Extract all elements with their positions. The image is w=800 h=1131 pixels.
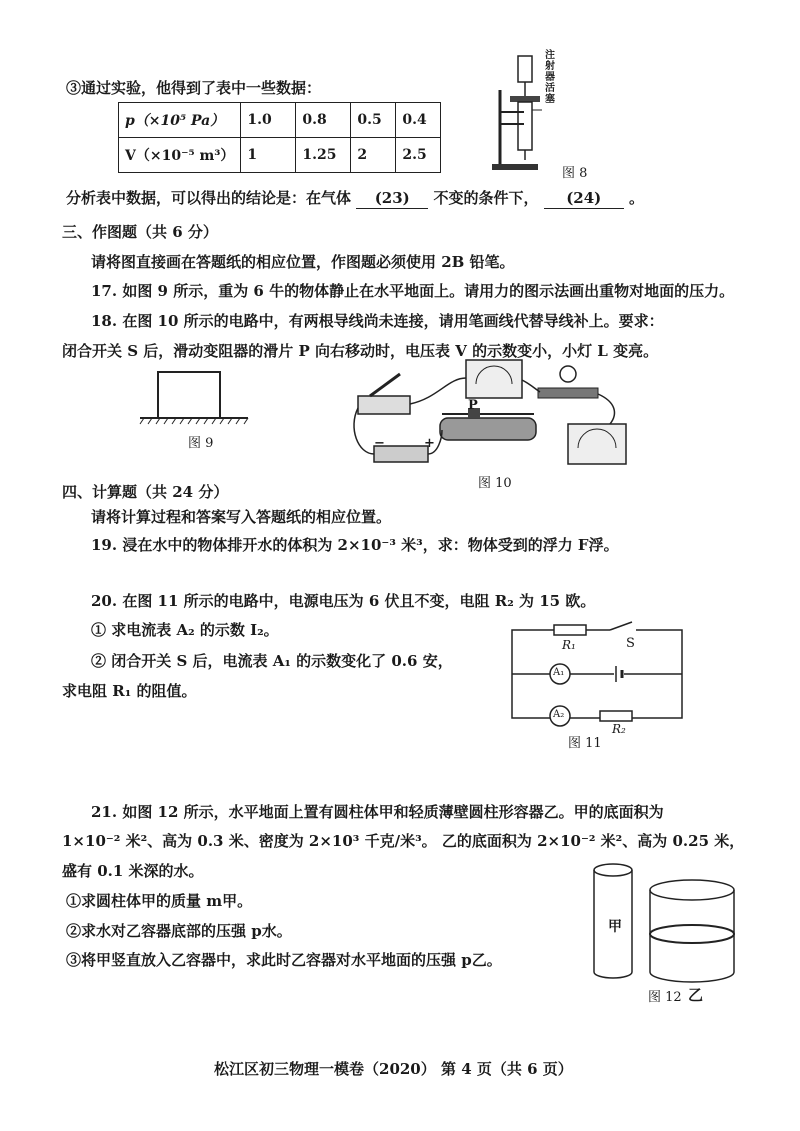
table-cell: 0.8 [296, 103, 351, 138]
question-21-part2: ②求水对乙容器底部的压强 p水。 [66, 922, 292, 940]
table-cell: 1.0 [241, 103, 296, 138]
table-cell: 2 [351, 138, 396, 173]
question-21-part1: ①求圆柱体甲的质量 m甲。 [66, 892, 253, 910]
question-20-line1: 20. 在图 11 所示的电路中，电源电压为 6 伏且不变，电阻 R₂ 为 15 欧。 [91, 592, 596, 610]
question-18-line2: 闭合开关 S 后，滑动变阻器的滑片 P 向右移动时，电压表 V 的示数变小，小灯 L 变亮。 [62, 342, 659, 360]
question-21-part3: ③将甲竖直放入乙容器中，求此时乙容器对水平地面的压强 p乙。 [66, 951, 502, 969]
table-row [119, 103, 441, 138]
table-cell: 1 [241, 138, 296, 173]
table-row-head: V（×10⁻⁵ m³） [119, 138, 241, 173]
table-cell: 0.5 [351, 103, 396, 138]
question-17: 17. 如图 9 所示，重为 6 牛的物体静止在水平地面上。请用力的图示法画出重物对地面的压力。 [91, 282, 735, 300]
table-cell: 0.4 [396, 103, 441, 138]
conclusion-text-a: 分析表中数据，可以得出的结论是：在气体 [66, 189, 352, 207]
fig8-caption: 图 8 [562, 166, 588, 181]
blank-23: (23) [356, 188, 428, 209]
fig11-a1-label: A₁ [553, 667, 565, 678]
table-cell: 1.25 [296, 138, 351, 173]
page-footer: 松江区初三物理一模卷（2020） 第 4 页（共 6 页） [214, 1060, 573, 1078]
fig12-yi-label: 乙 [688, 986, 704, 1004]
question-21-line1: 21. 如图 12 所示，水平地面上置有圆柱体甲和轻质薄壁圆柱形容器乙。甲的底面积为 [91, 803, 664, 821]
q16-conclusion [66, 188, 644, 209]
fig10-slider-label: P [468, 398, 478, 413]
fig8-label: 注射器活塞 [545, 50, 555, 105]
question-20-part2: ② 闭合开关 S 后，电流表 A₁ 的示数变化了 0.6 安， [91, 652, 453, 670]
section-4-note: 请将计算过程和答案写入答题纸的相应位置。 [91, 508, 392, 526]
fig11-a2-label: A₂ [553, 709, 565, 720]
blank-24: (24) [544, 188, 624, 209]
table-row [119, 138, 441, 173]
question-21-line2: 1×10⁻² 米²、高为 0.3 米、密度为 2×10³ 千克/米³。 乙的底面积为 2×10⁻² 米²、高为 0.25 米， [62, 832, 745, 850]
section-4-title: 四、计算题（共 24 分） [62, 483, 229, 501]
fig11-switch-label: S [626, 636, 635, 651]
figure-9-block [140, 370, 250, 430]
fig12-caption: 图 12 [648, 990, 682, 1005]
section-3-note: 请将图直接画在答题纸的相应位置，作图题必须使用 2B 铅笔。 [91, 253, 515, 271]
fig12-jia-label: 甲 [608, 919, 622, 935]
figure-10-circuit [348, 358, 648, 470]
fig10-minus-label: − [374, 436, 385, 451]
fig11-r2-label: R₂ [612, 722, 626, 736]
question-20-part1: ① 求电流表 A₂ 的示数 I₂。 [91, 621, 279, 639]
fig11-caption: 图 11 [568, 736, 602, 751]
fig10-caption: 图 10 [478, 476, 512, 491]
table-cell: 2.5 [396, 138, 441, 173]
fig9-caption: 图 9 [188, 436, 214, 451]
conclusion-text-b: 不变的条件下， [433, 189, 539, 207]
question-20-part2b: 求电阻 R₁ 的阻值。 [62, 682, 197, 700]
figure-11-circuit [510, 628, 686, 724]
question-21-line3: 盛有 0.1 米深的水。 [62, 862, 204, 880]
table-row-head: p（×10⁵ Pa） [119, 103, 241, 138]
fig11-r1-label: R₁ [562, 638, 576, 652]
fig10-plus-label: + [424, 436, 435, 451]
question-19: 19. 浸在水中的物体排开水的体积为 2×10⁻³ 米³，求：物体受到的浮力 F浮。 [91, 536, 619, 554]
question-18-line1: 18. 在图 10 所示的电路中，有两根导线尚未连接，请用笔画线代替导线补上。要求： [91, 312, 664, 330]
section-3-title: 三、作图题（共 6 分） [62, 223, 218, 241]
q16-intro: ③通过实验，他得到了表中一些数据： [66, 79, 322, 97]
data-table [118, 102, 441, 173]
conclusion-end: 。 [628, 189, 644, 207]
